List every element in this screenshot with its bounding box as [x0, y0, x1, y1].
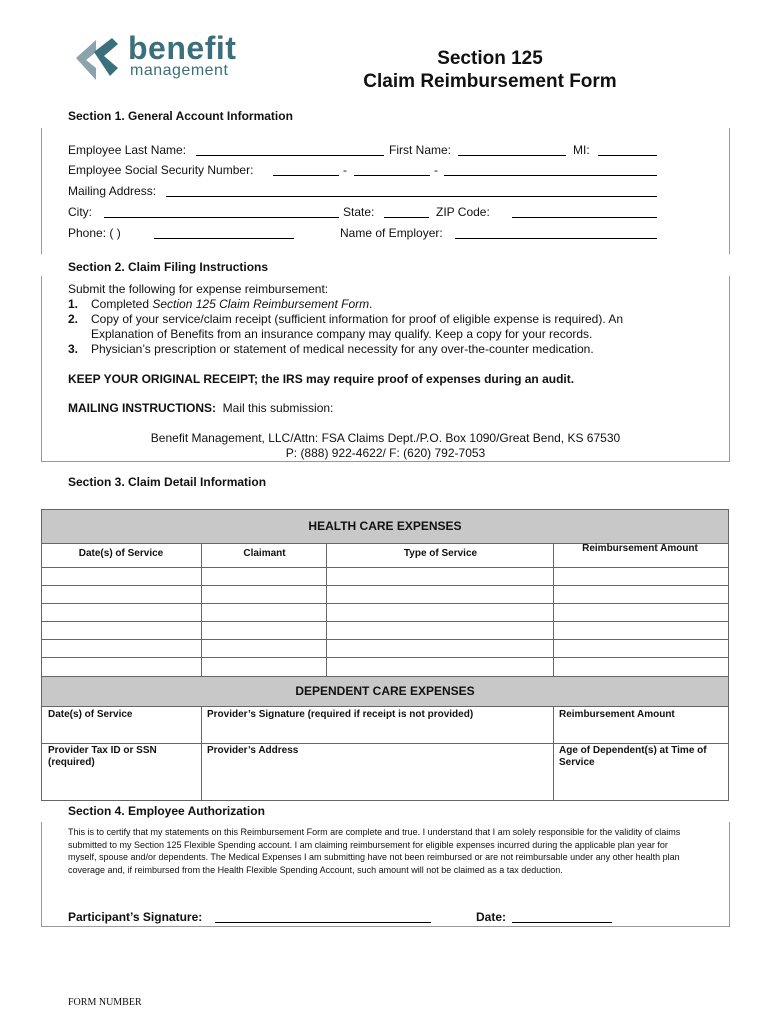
item1-text: Completed	[91, 297, 153, 311]
col-type-of-service: Type of Service	[403, 548, 478, 559]
col-claimant: Claimant	[243, 548, 286, 559]
mailing-instructions	[68, 401, 333, 416]
dep-provider-address: Provider’s Address	[207, 745, 299, 756]
section3-heading: Section 3. Claim Detail Information	[68, 475, 267, 489]
form-title-line1: Section 125	[437, 48, 543, 69]
state-field[interactable]	[384, 217, 429, 218]
item1-period: .	[369, 297, 373, 311]
ssn-label: Employee Social Security Number:	[68, 163, 254, 177]
mailing-address: Benefit Management, LLC/Attn: FSA Claims Dept./P.O. Box 1090/Great Bend, KS 67530	[150, 431, 621, 445]
instructions-intro: Submit the following for expense reimbursement:	[68, 282, 329, 296]
signature-label: Participant’s Signature:	[68, 910, 203, 924]
signature-field[interactable]	[215, 922, 431, 923]
logo-subtext: management	[130, 62, 229, 79]
section4-box	[41, 822, 730, 927]
section4-heading: Section 4. Employee Authorization	[68, 804, 265, 818]
dependent-care-title: DEPENDENT CARE EXPENSES	[295, 684, 475, 698]
last-name-field[interactable]	[196, 155, 384, 156]
contact-phone-fax: P: (888) 922-4622/ F: (620) 792-7053	[285, 446, 486, 460]
col-reimbursement-amount: Reimbursement Amount	[582, 543, 698, 554]
first-name-label: First Name:	[389, 143, 452, 157]
employer-field[interactable]	[455, 238, 657, 239]
company-logo	[74, 30, 254, 84]
mi-field[interactable]	[598, 155, 657, 156]
keep-receipt-notice: KEEP YOUR ORIGINAL RECEIPT; the IRS may require proof of expenses during an audit.	[68, 372, 575, 386]
section1-box	[41, 128, 730, 254]
certification-text: This is to certify that my statements on this Reimbursement Form are complete and true. I understand that I am solely responsible for the validity of claims submitted to my Section 125 Flexible Spending account. I am claiming reimbursement for eligible expenses incurred during the applicable plan year for myself, spouse and/or dependents. The Medical Expenses I am submitting have not been reimbursed or are not reimbursable under any other health plan coverage and, if reimbursed from the Health Flexible Spending Account, such amount will not be claimed as a tax deduction.	[68, 827, 681, 875]
instruction-item-3: Physician’s prescription or statement of medical necessity for any over-the-counter medication.	[91, 342, 594, 356]
logo-mark-icon	[74, 36, 124, 82]
last-name-label: Employee Last Name:	[68, 143, 187, 157]
city-label: City:	[68, 205, 92, 219]
state-label: State:	[343, 205, 375, 219]
zip-field[interactable]	[512, 217, 657, 218]
mi-label: MI:	[573, 143, 590, 157]
instruction-item-2: Copy of your service/claim receipt (sufficient information for proof of eligible expense is required). An	[91, 312, 624, 326]
ssn-field-2[interactable]	[354, 175, 430, 176]
health-care-title: HEALTH CARE EXPENSES	[308, 519, 462, 533]
employer-label: Name of Employer:	[340, 226, 443, 240]
instruction-item-1	[91, 297, 372, 312]
instruction-item-2-cont: Explanation of Benefits from an insurance company may qualify. Keep a copy for your records.	[91, 327, 593, 341]
dep-provider-tax-id: Provider Tax ID or SSN (required)	[48, 745, 157, 768]
mailing-instructions-text: Mail this submission:	[222, 401, 334, 415]
date-label: Date:	[476, 910, 507, 924]
date-field[interactable]	[512, 922, 612, 923]
mailing-address-label: Mailing Address:	[68, 184, 157, 198]
mailing-instructions-label: MAILING INSTRUCTIONS:	[68, 401, 216, 415]
ssn-dash-1: -	[343, 163, 347, 177]
item2-number: 2.	[68, 312, 79, 326]
col-date-of-service: Date(s) of Service	[78, 548, 164, 559]
section2-box	[41, 276, 730, 462]
form-number: FORM NUMBER	[68, 997, 142, 1008]
phone-field[interactable]	[154, 238, 294, 239]
dep-age-of-dependent: Age of Dependent(s) at Time of Service	[559, 745, 707, 768]
item1-form-name: Section 125 Claim Reimbursement Form	[152, 297, 370, 311]
mailing-address-field[interactable]	[166, 196, 657, 197]
ssn-field-1[interactable]	[273, 175, 339, 176]
ssn-field-3[interactable]	[444, 175, 657, 176]
first-name-field[interactable]	[458, 155, 566, 156]
section1-heading: Section 1. General Account Information	[68, 109, 293, 123]
form-title-line2: Claim Reimbursement Form	[363, 71, 617, 92]
dep-date-of-service: Date(s) of Service	[48, 709, 133, 720]
dep-provider-signature: Provider’s Signature (required if receipt is not provided)	[207, 709, 474, 720]
section2-heading: Section 2. Claim Filing Instructions	[68, 260, 269, 274]
ssn-dash-2: -	[434, 163, 438, 177]
dep-reimbursement-amount: Reimbursement Amount	[559, 709, 675, 720]
item3-number: 3.	[68, 342, 79, 356]
item1-number: 1.	[68, 297, 79, 311]
city-field[interactable]	[104, 217, 339, 218]
phone-label: Phone: ( )	[68, 226, 121, 240]
logo-text: benefit	[128, 30, 237, 66]
zip-label: ZIP Code:	[436, 205, 490, 219]
